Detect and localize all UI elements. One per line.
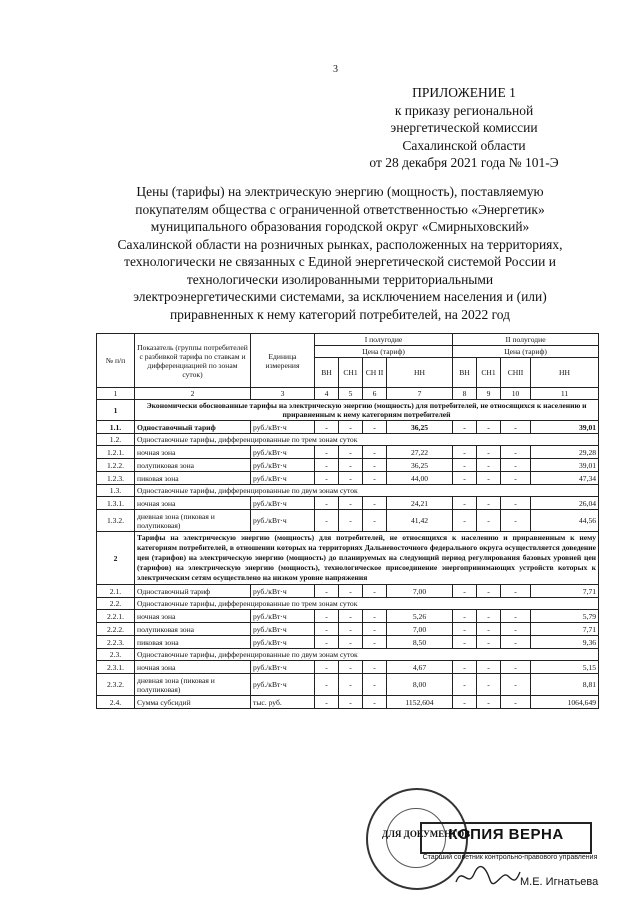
row-value: - [501,510,531,532]
row-value: 7,00 [387,585,453,598]
row-num: 2.2.3. [97,636,135,649]
row-value: 7,71 [531,585,599,598]
row-value: - [501,696,531,709]
table-row [97,459,599,472]
row-value: - [339,459,363,472]
row-value: 36,25 [387,459,453,472]
row-value: - [477,610,501,623]
row-value: - [477,459,501,472]
row-value: - [339,610,363,623]
section1-body [97,400,599,532]
row-value: - [453,510,477,532]
row-unit: руб./кВт·ч [251,510,315,532]
row-unit: руб./кВт·ч [251,636,315,649]
header-level: НН [531,358,599,388]
row-value: - [339,421,363,434]
row-num: 1.1. [97,421,135,434]
row-num: 1.3. [97,485,135,497]
row-unit: руб./кВт·ч [251,497,315,510]
column-number: 11 [531,388,599,400]
table-row [97,585,599,598]
section2-body [97,532,599,709]
row-name: пиковая зона [135,472,251,485]
row-name: дневная зона (пиковая и полупиковая) [135,510,251,532]
table-row [97,421,599,434]
row-value: 5,15 [531,661,599,674]
copy-certified-box [420,822,592,854]
row-name: ночная зона [135,497,251,510]
group-title: Одноставочные тарифы, дифференцированные по двум зонам суток [135,485,599,497]
table-row [97,472,599,485]
row-num: 2.3. [97,649,135,661]
row-value: - [339,510,363,532]
row-num: 2.2.2. [97,623,135,636]
group-row [97,485,599,497]
row-value: - [315,421,339,434]
row-unit: руб./кВт·ч [251,446,315,459]
row-value: - [363,636,387,649]
row-value: - [477,661,501,674]
row-value: 29,28 [531,446,599,459]
row-value: - [477,674,501,696]
row-value: - [363,459,387,472]
row-value: - [315,472,339,485]
row-num: 1.2. [97,434,135,446]
column-number: 10 [501,388,531,400]
column-number-row [97,388,599,400]
row-unit: руб./кВт·ч [251,674,315,696]
page-number: 3 [333,64,338,75]
row-value: - [453,610,477,623]
row-value: - [501,636,531,649]
copy-title: КОПИЯ ВЕРНА [448,826,564,843]
header-level: СН1 [339,358,363,388]
header-half2: II полугодие [453,334,599,346]
row-value: - [315,610,339,623]
row-num: 1.3.1. [97,497,135,510]
row-num: 1.2.2. [97,459,135,472]
row-value: - [363,472,387,485]
column-number: 8 [453,388,477,400]
row-value: - [315,661,339,674]
row-value: - [339,674,363,696]
row-value: - [315,446,339,459]
row-value: - [501,459,531,472]
title-line: Сахалинской области на розничных рынках, расположенных на территориях, [117,236,563,252]
row-name: Одноставочный тариф [135,421,251,434]
row-value: 27,22 [387,446,453,459]
row-value: 1064,649 [531,696,599,709]
row-value: - [477,623,501,636]
row-unit: руб./кВт·ч [251,459,315,472]
row-value: - [315,674,339,696]
appendix-line: Сахалинской области [402,137,526,153]
header-level: НН [387,358,453,388]
appendix-line: от 28 декабря 2021 года № 101-Э [369,155,559,170]
row-value: 4,67 [387,661,453,674]
group-title: Одноставочные тарифы, дифференцированные по трем зонам суток [135,434,599,446]
row-value: 1152,604 [387,696,453,709]
signer-name: М.Е. Игнатьева [520,876,599,888]
title-line: Цены (тарифы) на электрическую энергию (мощность), поставляемую [136,184,544,199]
row-name: ночная зона [135,661,251,674]
row-value: - [363,510,387,532]
table-row [97,661,599,674]
row-value: - [315,459,339,472]
row-value: - [363,585,387,598]
header-level: ВН [453,358,477,388]
row-num: 2.2. [97,598,135,610]
row-value: 5,79 [531,610,599,623]
appendix-line: ПРИЛОЖЕНИЕ 1 [412,85,516,100]
table-row [97,610,599,623]
row-value: - [363,497,387,510]
row-value: - [339,472,363,485]
row-value: 7,71 [531,623,599,636]
table-row [97,623,599,636]
row-value: - [477,510,501,532]
section-num: 1 [97,400,135,421]
column-number: 7 [387,388,453,400]
title-line: электроэнергетическими системами, за исключением населения и (или) [133,289,547,304]
row-value: - [501,661,531,674]
row-value: - [315,696,339,709]
title-line: покупателям общества с ограниченной ответственностью «Энергетик» [135,201,545,217]
row-value: - [453,636,477,649]
row-num: 1.2.3. [97,472,135,485]
row-value: - [339,661,363,674]
title-line: приравненных к нему категорий потребителей, на 2022 год [169,306,511,322]
row-value: - [501,446,531,459]
row-value: 26,04 [531,497,599,510]
header-indicator: Показатель (группы потребителей с разбивкой тарифа по ставкам и дифференциацией по зонам суток) [135,334,251,388]
row-value: 5,26 [387,610,453,623]
tariff-table [96,333,599,709]
row-value: - [477,636,501,649]
row-value: - [363,674,387,696]
column-number: 5 [339,388,363,400]
row-value: - [501,497,531,510]
row-value: - [477,497,501,510]
signature [452,862,522,890]
row-value: 8,81 [531,674,599,696]
row-value: 41,42 [387,510,453,532]
title-line: технологически изолированными территориальными [186,271,494,287]
row-value: - [501,623,531,636]
group-title: Одноставочные тарифы, дифференцированные по трем зонам суток [135,598,599,610]
row-value: 8,00 [387,674,453,696]
row-value: - [453,585,477,598]
row-name: полупиковая зона [135,623,251,636]
row-value: - [477,585,501,598]
row-value: - [453,421,477,434]
column-number: 4 [315,388,339,400]
title-line: муниципального образования городской округ «Смирныховский» [150,219,530,234]
section2-row [97,532,599,585]
appendix-block [352,84,576,172]
row-name: Одноставочный тариф [135,585,251,598]
column-number: 6 [363,388,387,400]
row-value: - [363,623,387,636]
section-title: Экономически обоснованные тарифы на электрическую энергию (мощность) для потребителей, не относящихся к населению и приравненным к нему категориям потребителей [135,400,599,421]
header-level: СНII [501,358,531,388]
row-value: 8,50 [387,636,453,649]
row-value: - [453,674,477,696]
row-num: 1.2.1. [97,446,135,459]
column-number: 2 [135,388,251,400]
group-row [97,649,599,661]
header-num: № п/п [97,334,135,388]
row-value: 7,00 [387,623,453,636]
row-value: - [315,510,339,532]
row-value: - [453,472,477,485]
row-value: - [501,585,531,598]
row-value: - [363,446,387,459]
row-name: дневная зона (пиковая и полупиковая) [135,674,251,696]
row-value: - [453,446,477,459]
row-num: 1.3.2. [97,510,135,532]
row-value: - [339,623,363,636]
group-title: Одноставочные тарифы, дифференцированные по двум зонам суток [135,649,599,661]
header-level: СН1 [477,358,501,388]
row-value: - [477,446,501,459]
row-value: - [501,610,531,623]
group-row [97,434,599,446]
header-level: СН II [363,358,387,388]
row-unit: руб./кВт·ч [251,623,315,636]
table-row [97,696,599,709]
row-name: пиковая зона [135,636,251,649]
row-name: полупиковая зона [135,459,251,472]
column-number: 1 [97,388,135,400]
row-num: 2.3.1. [97,661,135,674]
row-name: ночная зона [135,446,251,459]
row-name: ночная зона [135,610,251,623]
row-value: - [477,696,501,709]
row-name: Сумма субсидий [135,696,251,709]
section-num: 2 [97,532,135,585]
group-row [97,598,599,610]
document-title [92,183,588,323]
row-value: - [315,497,339,510]
header-unit: Единица измерения [251,334,315,388]
row-value: - [339,636,363,649]
row-value: - [363,421,387,434]
header-half1: I полугодие [315,334,453,346]
row-value: - [363,696,387,709]
row-value: - [339,585,363,598]
copy-subtitle: Старший советник контрольно-правового управления [422,854,598,861]
row-value: 39,01 [531,421,599,434]
row-value: - [453,497,477,510]
row-value: - [339,696,363,709]
row-num: 2.4. [97,696,135,709]
column-number: 3 [251,388,315,400]
section1-row [97,400,599,421]
row-num: 2.3.2. [97,674,135,696]
row-value: - [453,661,477,674]
stamp-label: ДЛЯ ДОКУМЕНТОВ [382,829,471,839]
title-line: технологически не связанных с Единой энергетической системой России и [124,254,556,269]
table-row [97,636,599,649]
row-unit: руб./кВт·ч [251,610,315,623]
row-unit: руб./кВт·ч [251,661,315,674]
row-value: - [477,421,501,434]
table-row [97,497,599,510]
row-unit: руб./кВт·ч [251,421,315,434]
row-value: 36,25 [387,421,453,434]
row-value: - [477,472,501,485]
row-value: - [363,610,387,623]
row-num: 2.2.1. [97,610,135,623]
header-level: ВН [315,358,339,388]
row-value: - [363,661,387,674]
row-value: 24,21 [387,497,453,510]
row-value: - [315,623,339,636]
table-row [97,674,599,696]
row-value: 44,56 [531,510,599,532]
header-price1: Цена (тариф) [315,346,453,358]
row-unit: руб./кВт·ч [251,472,315,485]
row-value: - [453,696,477,709]
row-value: 44,00 [387,472,453,485]
row-value: - [501,421,531,434]
column-number: 9 [477,388,501,400]
header-price2: Цена (тариф) [453,346,599,358]
row-value: - [315,585,339,598]
row-value: - [453,623,477,636]
row-value: - [453,459,477,472]
row-value: - [339,497,363,510]
row-unit: руб./кВт·ч [251,585,315,598]
row-value: 39,01 [531,459,599,472]
appendix-line: к приказу региональной [394,102,534,118]
row-value: 47,34 [531,472,599,485]
appendix-line: энергетической комиссии [390,120,538,135]
section-title: Тарифы на электрическую энергию (мощность) для потребителей, не относящихся к населению и приравненным к нему категориям потребителей, в отношении которых на территориях Дальневосточного федерального округа осуществляется доведение цен (тарифов) на электрическую энергию (мощность) до планируемых на следующий период регулирования базовых уровней цен (тарифов) на электрическую энергию (мощность), технологическое присоединение энергопринимающих устройств которых к электрическим сетям осуществлено на низком уровне напряжения [135,532,599,585]
row-value: - [315,636,339,649]
table-row [97,446,599,459]
row-value: 9,36 [531,636,599,649]
row-value: - [339,446,363,459]
table-row [97,510,599,532]
row-num: 2.1. [97,585,135,598]
row-value: - [501,674,531,696]
row-value: - [501,472,531,485]
row-unit: тыс. руб. [251,696,315,709]
